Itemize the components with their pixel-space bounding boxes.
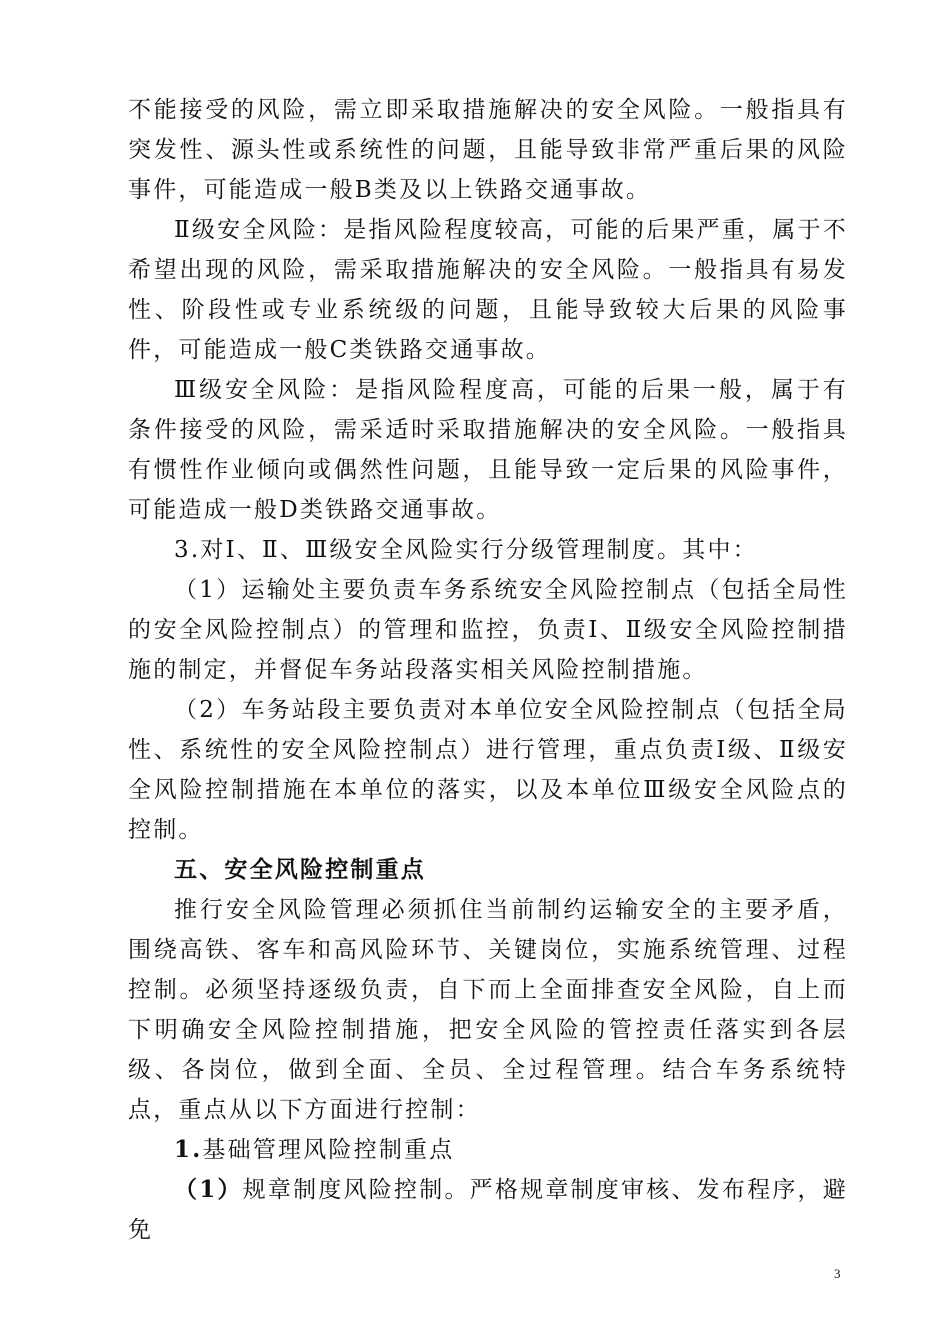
paragraph-transport-dept-duty: （1）运输处主要负责车务系统安全风险控制点（包括全局性的安全风险控制点）的管理和监控，负责Ⅰ、Ⅱ级安全风险控制措施的制定，并督促车务站段落实相关风险控制措施。 [128,577,848,683]
subheading-text: 基础管理风险控制重点 [202,1137,455,1163]
paragraph-level3-risk: Ⅲ级安全风险：是指风险程度高，可能的后果一般，属于有条件接受的风险，需采适时采取措施解决的安全风险。一般指具有惯性作业倾向或偶然性问题，且能导致一定后果的风险事件，可能造成一般D类铁路交通事故。 [128,377,848,523]
paragraph-station-duty: （2）车务站段主要负责对本单位安全风险控制点（包括全局性、系统性的安全风险控制点）进行管理，重点负责Ⅰ级、Ⅱ级安全风险控制措施在本单位的落实，以及本单位Ⅲ级安全风险点的控制。 [128,697,848,843]
item-number: （1） [174,1176,243,1203]
subheading-basic-management [128,1130,848,1170]
paragraph-level2-risk: Ⅱ级安全风险：是指风险程度较高，可能的后果严重，属于不希望出现的风险，需采取措施解决的安全风险。一般指具有易发性、阶段性或专业系统级的问题，且能导致较大后果的风险事件，可能造成一般C类铁路交通事故。 [128,217,848,363]
page-number: 3 [834,1266,841,1281]
subheading-number: 1. [174,1136,203,1163]
paragraph-control-focus: 推行安全风险管理必须抓住当前制约运输安全的主要矛盾，围绕高铁、客车和高风险环节、关键岗位，实施系统管理、过程控制。必须坚持逐级负责，自下而上全面排查安全风险，自上而下明确安全风险控制措施，把安全风险的管控责任落实到各层级、各岗位，做到全面、全员、全过程管理。结合车务系统特点，重点从以下方面进行控制： [128,897,848,1123]
paragraph-level1-risk-continued: 不能接受的风险，需立即采取措施解决的安全风险。一般指具有突发性、源头性或系统性的问题，且能导致非常严重后果的风险事件，可能造成一般B类及以上铁路交通事故。 [128,97,848,203]
section-heading-five: 五、安全风险控制重点 [174,856,426,883]
paragraph-rules-risk-control [128,1170,848,1250]
paragraph-tiered-management: 3.对Ⅰ、Ⅱ、Ⅲ级安全风险实行分级管理制度。其中： [174,537,758,563]
document-body [128,90,848,1250]
item-text: 规章制度风险控制。严格规章制度审核、发布程序，避免 [128,1177,848,1243]
